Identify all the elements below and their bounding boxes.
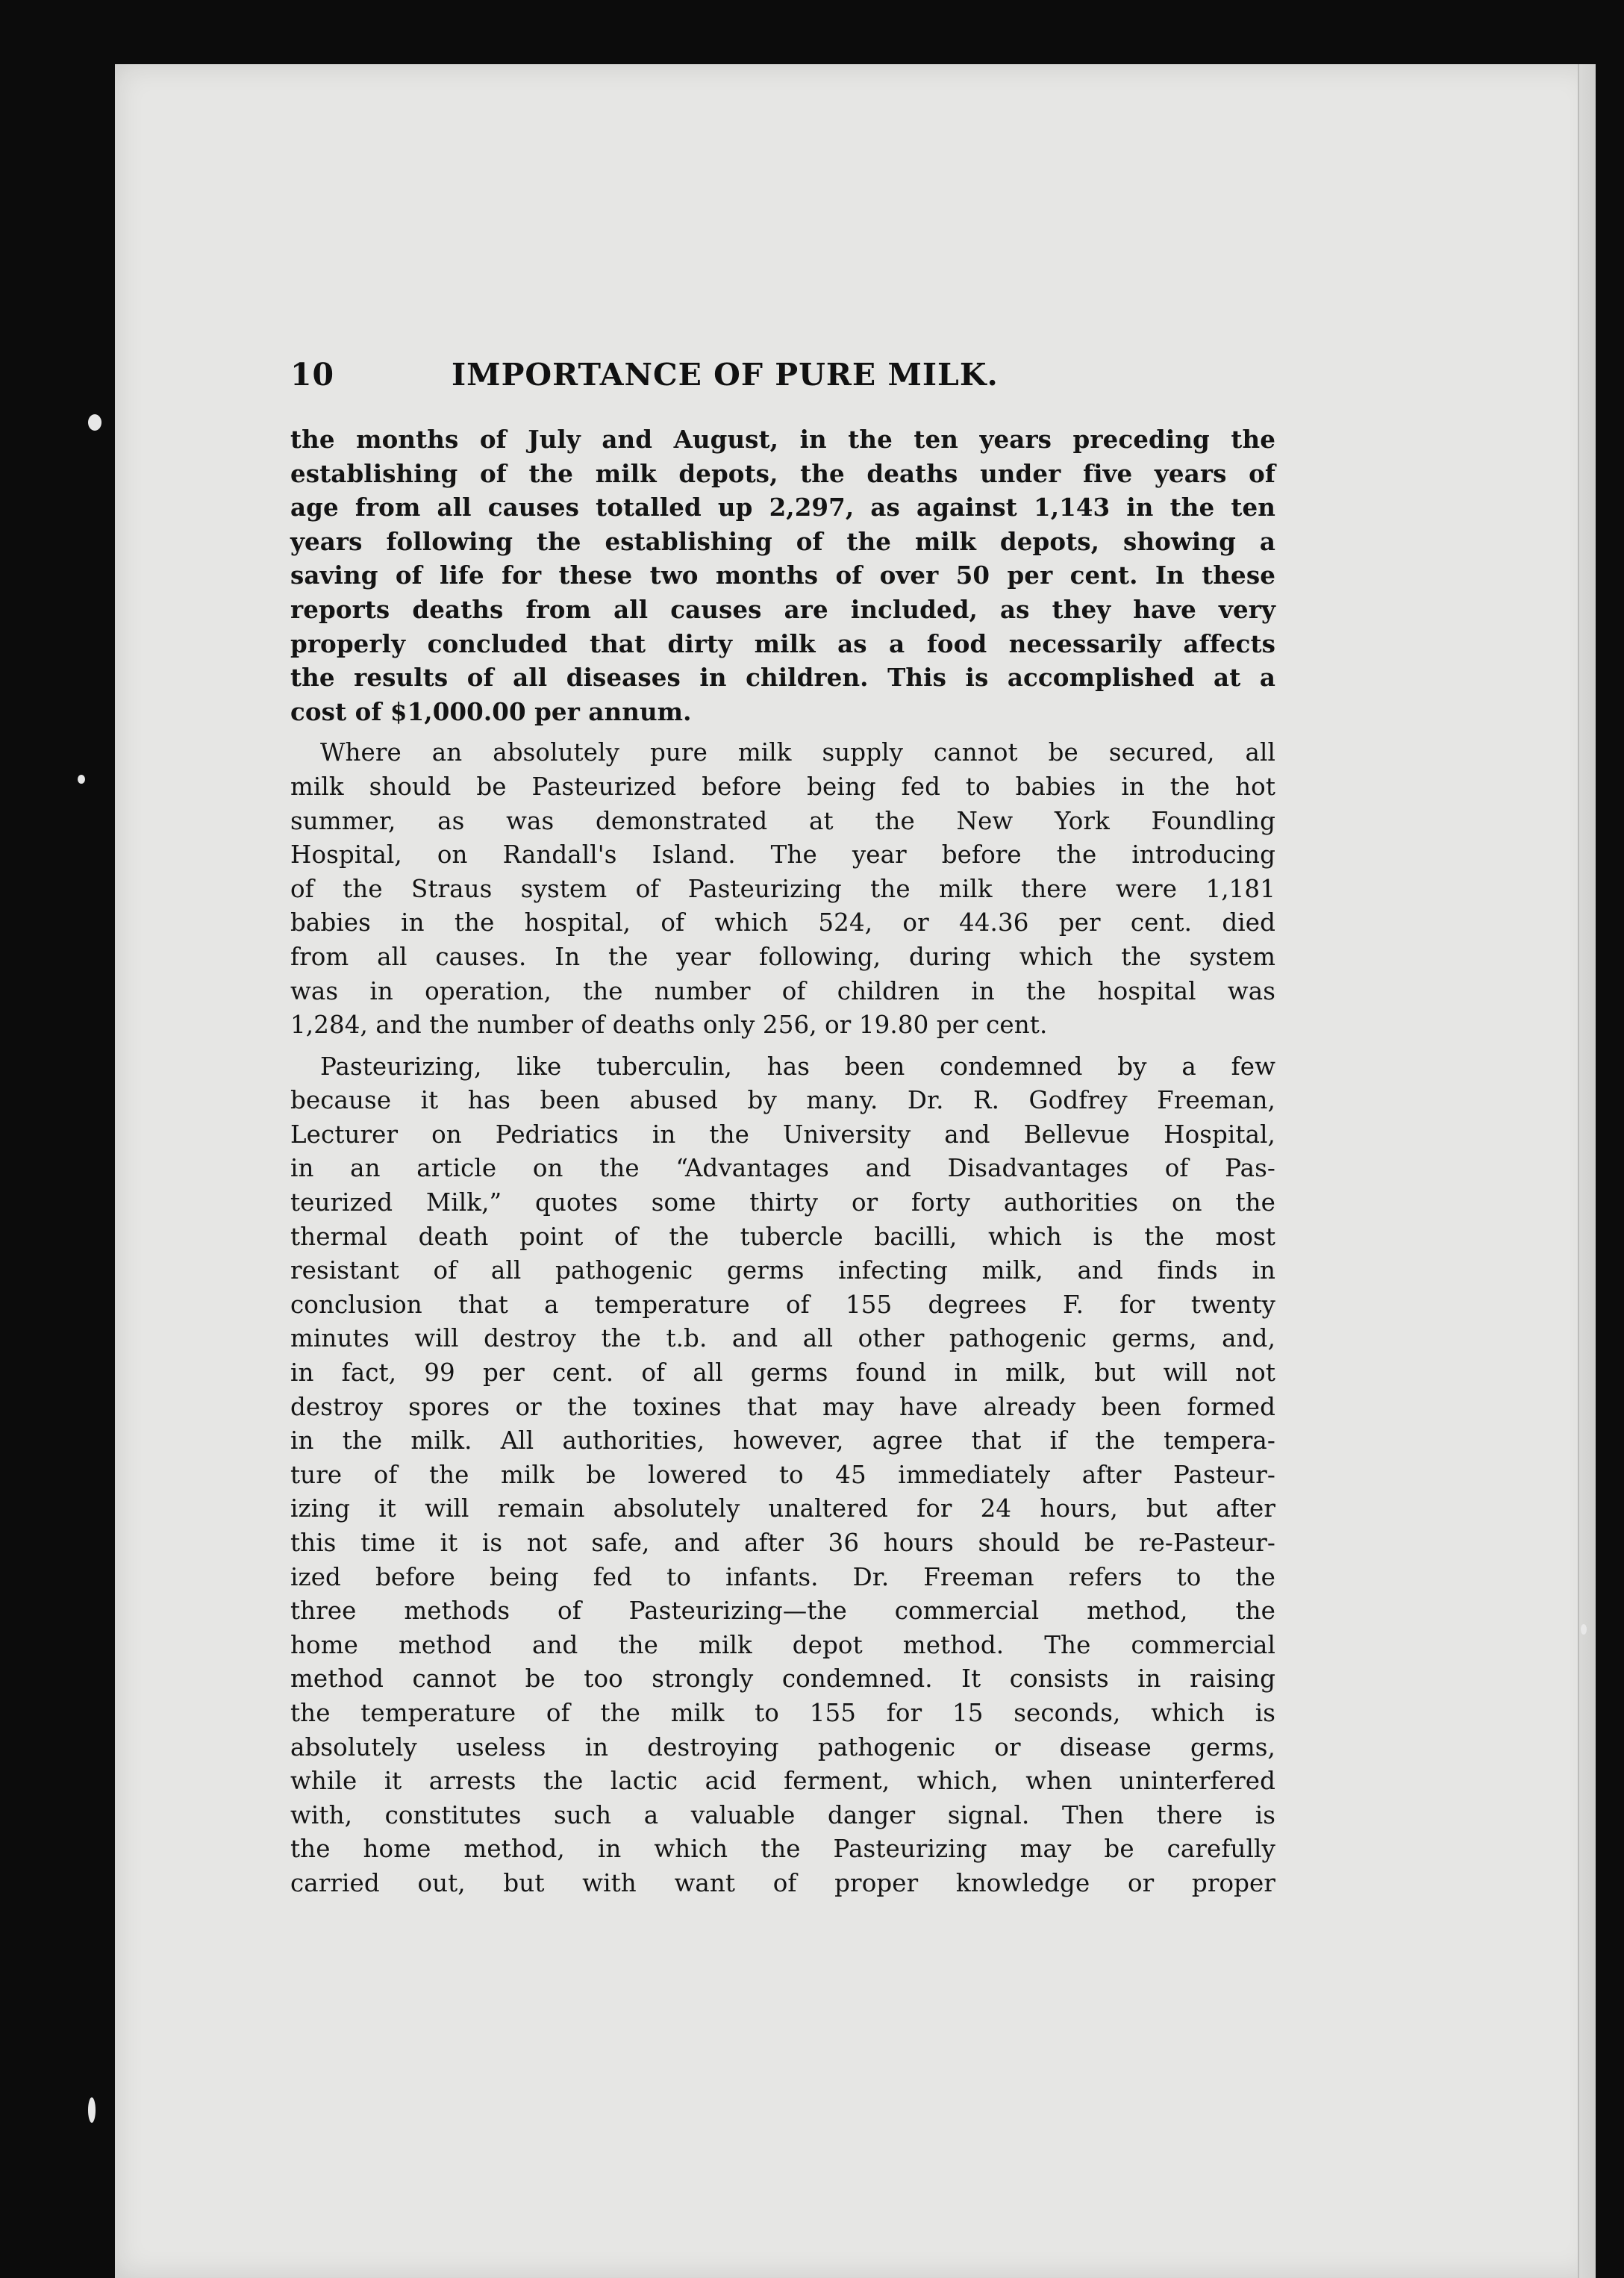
text-line: teurized Milk,” quotes some thirty or forty authorities on the — [290, 1188, 1275, 1217]
text-line: 1,284, and the number of deaths only 256, or 19.80 per cent. — [290, 1011, 1048, 1040]
text-line: this time it is not safe, and after 36 hours should be re-Pasteur- — [290, 1529, 1275, 1557]
text-line: properly concluded that dirty milk as a food necessarily affects — [290, 628, 1275, 658]
text-line: the temperature of the milk to 155 for 15 seconds, which is — [290, 1698, 1275, 1727]
scan-speck — [1581, 1624, 1587, 1635]
text-line: establishing of the milk depots, the deaths under five years of — [290, 458, 1275, 488]
running-head: IMPORTANCE OF PURE MILK. — [452, 357, 999, 393]
page-number: 10 — [290, 357, 335, 393]
body-text — [290, 422, 1275, 1909]
text-line: years following the establishing of the milk depots, showing a — [290, 526, 1275, 556]
text-line: the home method, in which the Pasteurizing may be carefully — [290, 1835, 1275, 1864]
text-line: in the milk. All authorities, however, agree that if the tempera- — [290, 1426, 1275, 1455]
text-line: was in operation, the number of children in the hospital was — [290, 976, 1275, 1005]
scan-speck — [88, 2097, 96, 2123]
text-line: conclusion that a temperature of 155 degrees F. for twenty — [290, 1290, 1275, 1319]
text-line: the results of all diseases in children. This is accomplished at a — [290, 663, 1275, 693]
page-header — [290, 357, 1275, 402]
text-line: from all causes. In the year following, during which the system — [290, 942, 1275, 971]
text-line: of the Straus system of Pasteurizing the milk there were 1,181 — [290, 874, 1275, 903]
paragraph-2 — [290, 736, 1275, 1042]
text-line: the months of July and August, in the ten years preceding the — [290, 425, 1275, 454]
text-line: Lecturer on Pedriatics in the University and Bellevue Hospital, — [290, 1120, 1275, 1149]
text-line: while it arrests the lactic acid ferment, which, when uninterfered — [290, 1767, 1275, 1796]
text-line: because it has been abused by many. Dr. R. Godfrey Freeman, — [290, 1086, 1275, 1115]
text-line: in fact, 99 per cent. of all germs found in milk, but will not — [290, 1358, 1275, 1388]
text-line: minutes will destroy the t.b. and all other pathogenic germs, and, — [290, 1324, 1275, 1353]
text-line: resistant of all pathogenic germs infecting milk, and finds in — [290, 1256, 1275, 1285]
paragraph-1 — [290, 422, 1275, 728]
text-line: home method and the milk depot method. The commercial — [290, 1630, 1275, 1659]
text-line: babies in the hospital, of which 524, or 44.36 per cent. died — [290, 908, 1275, 937]
paragraph-3 — [290, 1050, 1275, 1901]
text-line: saving of life for these two months of over 50 per cent. In these — [290, 561, 1275, 590]
page-edge — [1578, 64, 1596, 2278]
text-line: three methods of Pasteurizing—the commercial method, the — [290, 1597, 1275, 1626]
text-line: milk should be Pasteurized before being fed to babies in the hot — [290, 772, 1275, 801]
scan-speck — [88, 414, 102, 431]
text-line: carried out, but with want of proper knowledge or proper — [290, 1868, 1275, 1897]
text-line: destroy spores or the toxines that may have already been formed — [290, 1392, 1275, 1421]
text-line: with, constitutes such a valuable danger signal. Then there is — [290, 1800, 1275, 1829]
scan-speck — [78, 775, 85, 784]
text-line: izing it will remain absolutely unaltered for 24 hours, but after — [290, 1494, 1275, 1523]
text-line: in an article on the “Advantages and Disadvantages of Pas- — [290, 1154, 1275, 1183]
text-line: Where an absolutely pure milk supply cannot be secured, all — [320, 738, 1275, 767]
text-line: method cannot be too strongly condemned. It consists in raising — [290, 1664, 1275, 1694]
text-line: thermal death point of the tubercle bacilli, which is the most — [290, 1222, 1275, 1251]
text-line: Pasteurizing, like tuberculin, has been condemned by a few — [320, 1052, 1275, 1081]
text-line: Hospital, on Randall's Island. The year before the introducing — [290, 840, 1275, 870]
text-line: absolutely useless in destroying pathogenic or disease germs, — [290, 1732, 1275, 1761]
text-line: reports deaths from all causes are included, as they have very — [290, 594, 1275, 624]
text-line: summer, as was demonstrated at the New York Foundling — [290, 806, 1275, 835]
text-line: ized before being fed to infants. Dr. Freeman refers to the — [290, 1562, 1275, 1591]
text-line: cost of $1,000.00 per annum. — [290, 696, 692, 726]
text-line: age from all causes totalled up 2,297, as against 1,143 in the ten — [290, 493, 1275, 522]
text-line: ture of the milk be lowered to 45 immediately after Pasteur- — [290, 1460, 1275, 1489]
